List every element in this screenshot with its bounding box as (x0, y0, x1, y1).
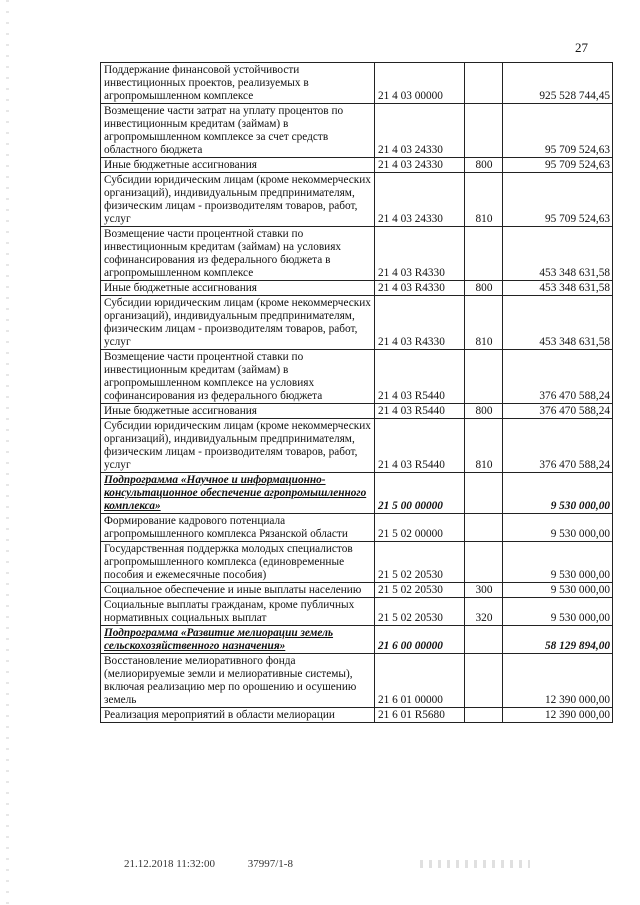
row-name-cell: Субсидии юридическим лицам (кроме некоммерческих организаций), индивидуальным предпринимателям, физическим лицам - производителям товаров, работ, услуг (101, 419, 375, 473)
row-sum-cell: 925 528 744,45 (503, 63, 613, 104)
table-row (101, 350, 613, 404)
row-expense-type-cell (465, 708, 503, 723)
row-code-cell: 21 4 03 24330 (375, 173, 465, 227)
row-expense-type-cell (465, 473, 503, 514)
row-name-cell: Возмещение части процентной ставки по инвестиционным кредитам (займам) на условиях софинансирования из федерального бюджета в агропромышленном комплексе (101, 227, 375, 281)
row-expense-type-cell (465, 227, 503, 281)
row-expense-type-cell (465, 542, 503, 583)
row-code-cell: 21 4 03 00000 (375, 63, 465, 104)
row-code-cell: 21 4 03 R5440 (375, 350, 465, 404)
row-name-cell: Подпрограмма «Научное и информационно-консультационное обеспечение агропромышленного комплекса» (101, 473, 375, 514)
table-row (101, 708, 613, 723)
row-sum-cell: 9 530 000,00 (503, 542, 613, 583)
row-sum-cell: 376 470 588,24 (503, 350, 613, 404)
row-expense-type-cell: 810 (465, 419, 503, 473)
row-sum-cell: 12 390 000,00 (503, 654, 613, 708)
row-code-cell: 21 5 02 20530 (375, 542, 465, 583)
row-name-cell: Иные бюджетные ассигнования (101, 158, 375, 173)
row-sum-cell: 453 348 631,58 (503, 281, 613, 296)
row-sum-cell: 95 709 524,63 (503, 158, 613, 173)
row-code-cell: 21 6 00 00000 (375, 626, 465, 654)
table-row (101, 542, 613, 583)
row-sum-cell: 9 530 000,00 (503, 514, 613, 542)
budget-table (100, 62, 613, 723)
row-expense-type-cell: 320 (465, 598, 503, 626)
table-row (101, 63, 613, 104)
row-expense-type-cell (465, 350, 503, 404)
row-sum-cell: 453 348 631,58 (503, 296, 613, 350)
table-row-program (101, 626, 613, 654)
row-sum-cell: 95 709 524,63 (503, 104, 613, 158)
footer-stamp (124, 858, 323, 870)
table-row (101, 158, 613, 173)
row-expense-type-cell (465, 626, 503, 654)
row-name-cell: Субсидии юридическим лицам (кроме некоммерческих организаций), индивидуальным предпринимателям, физическим лицам - производителям товаров, работ, услуг (101, 173, 375, 227)
table-row (101, 281, 613, 296)
row-expense-type-cell: 800 (465, 404, 503, 419)
scan-noise-artifact (420, 860, 530, 868)
table-row (101, 654, 613, 708)
row-code-cell: 21 5 00 00000 (375, 473, 465, 514)
row-code-cell: 21 5 02 20530 (375, 598, 465, 626)
page-number: 27 (575, 40, 588, 55)
row-name-cell: Формирование кадрового потенциала агропромышленного комплекса Рязанской области (101, 514, 375, 542)
row-expense-type-cell: 800 (465, 281, 503, 296)
row-sum-cell: 453 348 631,58 (503, 227, 613, 281)
table-row-program (101, 473, 613, 514)
row-sum-cell: 9 530 000,00 (503, 583, 613, 598)
row-expense-type-cell: 800 (465, 158, 503, 173)
row-code-cell: 21 4 03 24330 (375, 158, 465, 173)
row-code-cell: 21 4 03 R5440 (375, 404, 465, 419)
table-row (101, 419, 613, 473)
row-expense-type-cell (465, 104, 503, 158)
row-name-cell: Иные бюджетные ассигнования (101, 281, 375, 296)
row-sum-cell: 95 709 524,63 (503, 173, 613, 227)
table-row (101, 514, 613, 542)
table-row (101, 296, 613, 350)
table-row (101, 583, 613, 598)
row-code-cell: 21 5 02 00000 (375, 514, 465, 542)
row-expense-type-cell: 810 (465, 173, 503, 227)
row-sum-cell: 12 390 000,00 (503, 708, 613, 723)
row-sum-cell: 9 530 000,00 (503, 598, 613, 626)
row-expense-type-cell: 300 (465, 583, 503, 598)
row-code-cell: 21 6 01 R5680 (375, 708, 465, 723)
row-name-cell: Иные бюджетные ассигнования (101, 404, 375, 419)
row-code-cell: 21 4 03 24330 (375, 104, 465, 158)
row-code-cell: 21 4 03 R4330 (375, 227, 465, 281)
row-sum-cell: 376 470 588,24 (503, 419, 613, 473)
row-name-cell: Возмещение части процентной ставки по инвестиционным кредитам (займам) в агропромышленном комплексе на условиях софинансирования из федерального бюджета (101, 350, 375, 404)
budget-table-body (101, 63, 613, 723)
row-sum-cell: 58 129 894,00 (503, 626, 613, 654)
table-row (101, 104, 613, 158)
row-sum-cell: 9 530 000,00 (503, 473, 613, 514)
row-name-cell: Субсидии юридическим лицам (кроме некоммерческих организаций), индивидуальным предпринимателям, физическим лицам - производителям товаров, работ, услуг (101, 296, 375, 350)
row-code-cell: 21 6 01 00000 (375, 654, 465, 708)
row-name-cell: Поддержание финансовой устойчивости инвестиционных проектов, реализуемых в агропромышленном комплексе (101, 63, 375, 104)
row-name-cell: Реализация мероприятий в области мелиорации (101, 708, 375, 723)
scan-edge-artifact (6, 0, 9, 905)
footer-timestamp: 21.12.2018 11:32:00 (124, 858, 215, 870)
row-expense-type-cell (465, 654, 503, 708)
row-name-cell: Восстановление мелиоративного фонда (мелиорируемые земли и мелиоративные системы), включая реализацию мер по орошению и осушению земель (101, 654, 375, 708)
table-row (101, 404, 613, 419)
row-name-cell: Государственная поддержка молодых специалистов агропромышленного комплекса (единовременные пособия и ежемесячные пособия) (101, 542, 375, 583)
row-sum-cell: 376 470 588,24 (503, 404, 613, 419)
row-name-cell: Социальные выплаты гражданам, кроме публичных нормативных социальных выплат (101, 598, 375, 626)
table-row (101, 227, 613, 281)
row-name-cell: Социальное обеспечение и иные выплаты населению (101, 583, 375, 598)
footer-doc-id: 37997/1-8 (247, 858, 293, 870)
row-code-cell: 21 4 03 R4330 (375, 281, 465, 296)
row-code-cell: 21 4 03 R4330 (375, 296, 465, 350)
row-code-cell: 21 5 02 20530 (375, 583, 465, 598)
row-name-cell: Подпрограмма «Развитие мелиорации земель сельскохозяйственного назначения» (101, 626, 375, 654)
row-code-cell: 21 4 03 R5440 (375, 419, 465, 473)
row-expense-type-cell (465, 63, 503, 104)
row-expense-type-cell: 810 (465, 296, 503, 350)
table-row (101, 173, 613, 227)
table-row (101, 598, 613, 626)
row-expense-type-cell (465, 514, 503, 542)
row-name-cell: Возмещение части затрат на уплату процентов по инвестиционным кредитам (займам) в агропромышленном комплексе за счет средств областного бюджета (101, 104, 375, 158)
